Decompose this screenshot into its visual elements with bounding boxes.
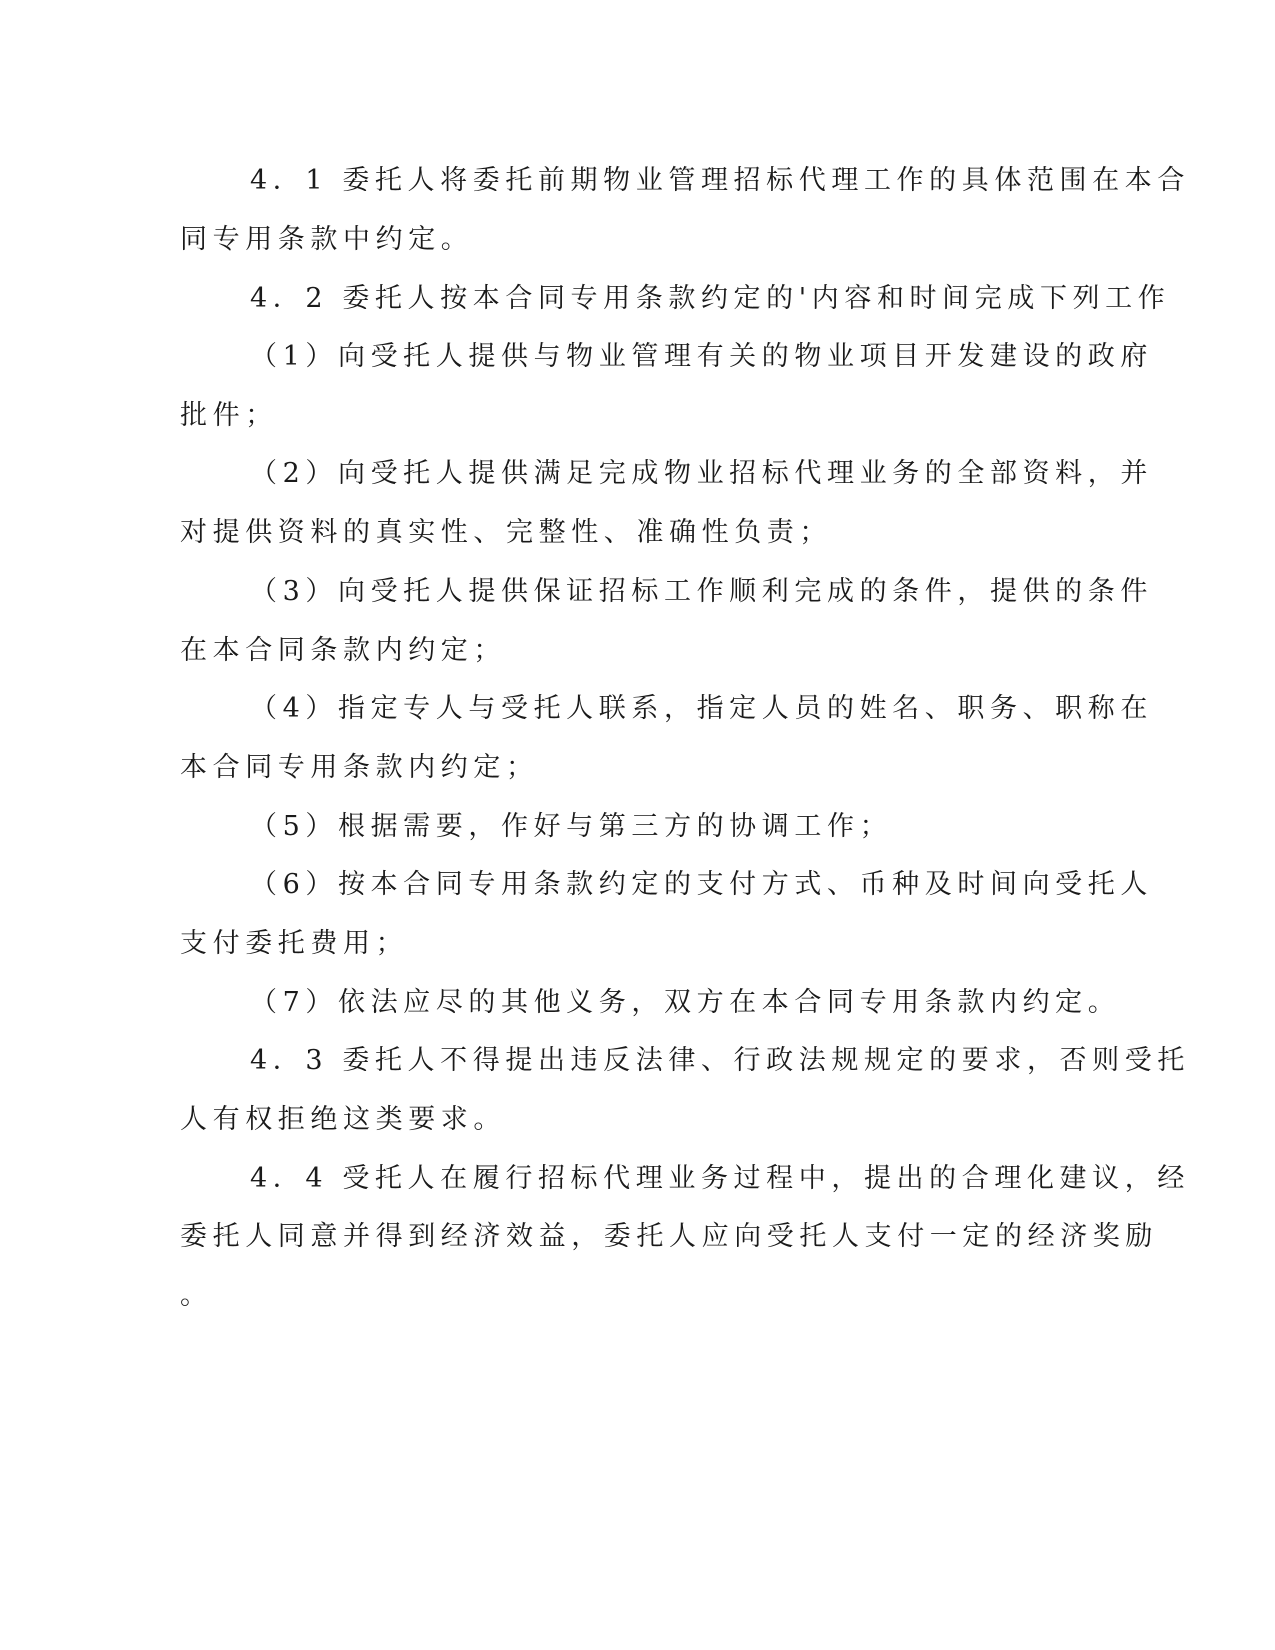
clause-4-3-line-1: 4．3 委托人不得提出违反法律、行政法规规定的要求，否则受托 [250,1045,1190,1076]
clause-4-4-line-1: 4．4 受托人在履行招标代理业务过程中，提出的合理化建议，经 [250,1163,1190,1194]
item-4-line-1: （4）指定专人与受托人联系，指定人员的姓名、职务、职称在 [250,693,1153,724]
item-2-line-1: （2）向受托人提供满足完成物业招标代理业务的全部资料，并 [250,458,1153,489]
item-1-line-1: （1）向受托人提供与物业管理有关的物业项目开发建设的政府 [250,341,1153,372]
item-2-line-2: 对提供资料的真实性、完整性、准确性负责； [180,517,832,548]
clause-4-1-line-2: 同专用条款中约定。 [180,224,474,255]
item-3-line-2: 在本合同条款内约定； [180,635,506,666]
item-3-line-1: （3）向受托人提供保证招标工作顺利完成的条件，提供的条件 [250,576,1153,607]
clause-4-4-line-3: 。 [180,1280,213,1311]
item-6-line-2: 支付委托费用； [180,928,409,959]
item-6-line-1: （6）按本合同专用条款约定的支付方式、币种及时间向受托人 [250,869,1153,900]
item-5-line-1: （5）根据需要，作好与第三方的协调工作； [250,811,893,842]
item-4-line-2: 本合同专用条款内约定； [180,752,539,783]
item-1-line-2: 批件； [180,400,278,431]
clause-4-2-line-1: 4．2 委托人按本合同专用条款约定的'内容和时间完成下列工作 [250,283,1171,314]
clause-4-3-line-2: 人有权拒绝这类要求。 [180,1104,506,1135]
item-7-line-1: （7）依法应尽的其他义务，双方在本合同专用条款内约定。 [250,987,1121,1018]
clause-4-4-line-2: 委托人同意并得到经济效益，委托人应向受托人支付一定的经济奖励 [180,1221,1158,1252]
clause-4-1-line-1: 4．1 委托人将委托前期物业管理招标代理工作的具体范围在本合 [250,165,1190,196]
